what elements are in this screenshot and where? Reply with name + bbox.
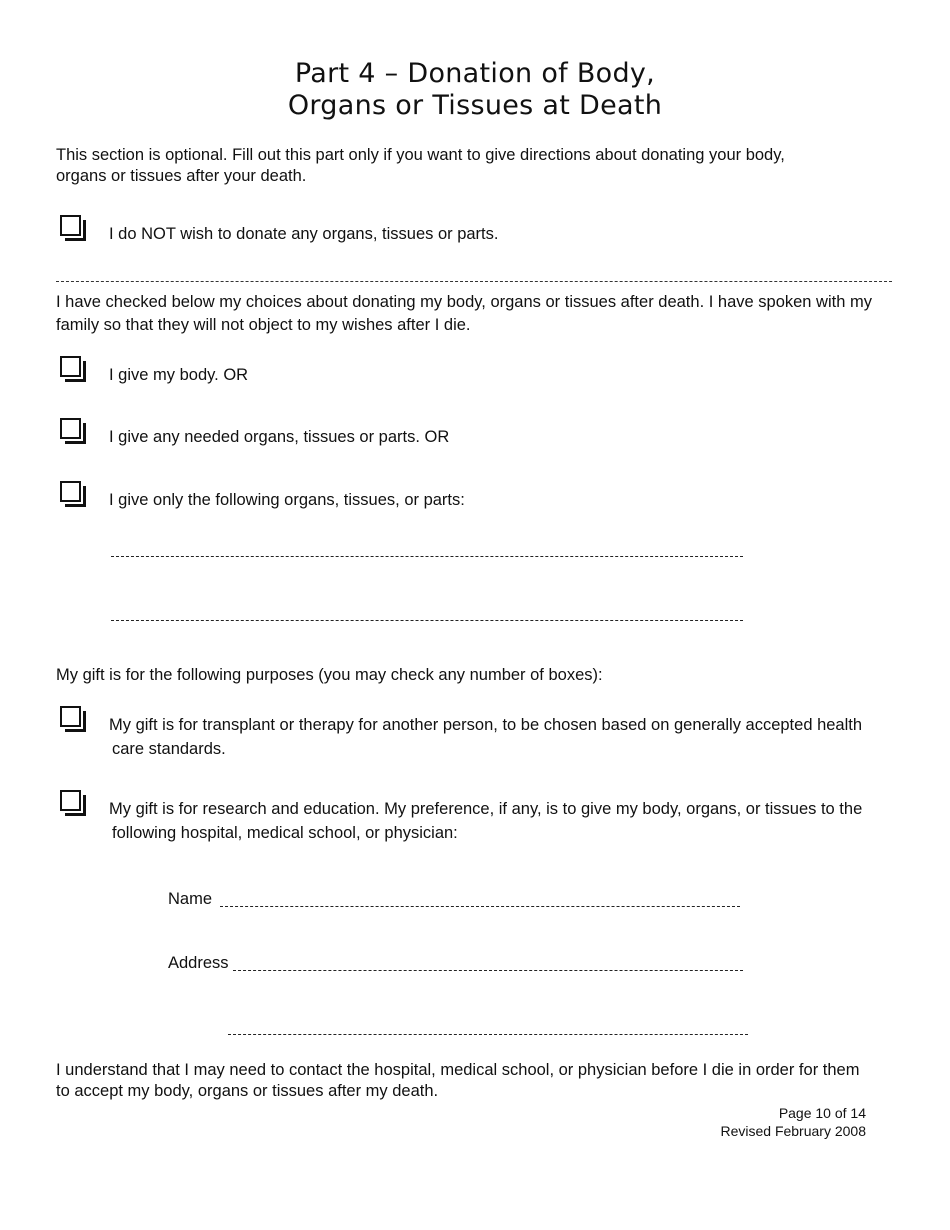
- section-separator: [56, 281, 892, 282]
- name-field-label: Name: [168, 890, 213, 908]
- intro-line-1: This section is optional. Fill out this part only if you want to give directions about donating your body,: [56, 146, 785, 164]
- address-field-line[interactable]: [233, 970, 743, 971]
- closing-line-1: I understand that I may need to contact the hospital, medical school, or physician before I die in order for them: [56, 1061, 860, 1079]
- revision-date: Revised February 2008: [720, 1123, 866, 1139]
- closing-line-2: to accept my body, organs or tissues after my death.: [56, 1082, 439, 1100]
- give-body-checkbox[interactable]: [60, 356, 88, 384]
- specific-organs-blank-line-2[interactable]: [111, 620, 743, 621]
- give-any-organs-label: I give any needed organs, tissues or parts. OR: [109, 428, 450, 446]
- address-field-line-2[interactable]: [228, 1034, 748, 1035]
- give-specific-organs-label: I give only the following organs, tissues, or parts:: [109, 491, 465, 509]
- transplant-purpose-checkbox[interactable]: [60, 706, 88, 734]
- no-donation-label: I do NOT wish to donate any organs, tissues or parts.: [109, 225, 499, 243]
- address-field-label: Address: [168, 954, 229, 972]
- research-purpose-line-2: following hospital, medical school, or physician:: [112, 824, 458, 842]
- give-body-label: I give my body. OR: [109, 366, 249, 384]
- purposes-intro: My gift is for the following purposes (you may check any number of boxes):: [56, 666, 603, 684]
- research-purpose-checkbox[interactable]: [60, 790, 88, 818]
- intro-line-2: organs or tissues after your death.: [56, 167, 307, 185]
- research-purpose-line-1: My gift is for research and education. My preference, if any, is to give my body, organs, or tissues to the: [109, 800, 863, 818]
- transplant-purpose-line-1: My gift is for transplant or therapy for another person, to be chosen based on generally accepted health: [109, 716, 863, 734]
- choices-intro-line-1: I have checked below my choices about donating my body, organs or tissues after death. I have spoken with my: [56, 293, 872, 311]
- page-title-line-2: Organs or Tissues at Death: [287, 90, 663, 121]
- give-specific-organs-checkbox[interactable]: [60, 481, 88, 509]
- give-any-organs-checkbox[interactable]: [60, 418, 88, 446]
- specific-organs-blank-line-1[interactable]: [111, 556, 743, 557]
- page-title-line-1: Part 4 – Donation of Body,: [294, 58, 656, 89]
- name-field-line[interactable]: [220, 906, 740, 907]
- page-number: Page 10 of 14: [778, 1105, 866, 1121]
- no-donation-checkbox[interactable]: [60, 215, 88, 243]
- choices-intro-line-2: family so that they will not object to my wishes after I die.: [56, 316, 471, 334]
- transplant-purpose-line-2: care standards.: [112, 740, 226, 758]
